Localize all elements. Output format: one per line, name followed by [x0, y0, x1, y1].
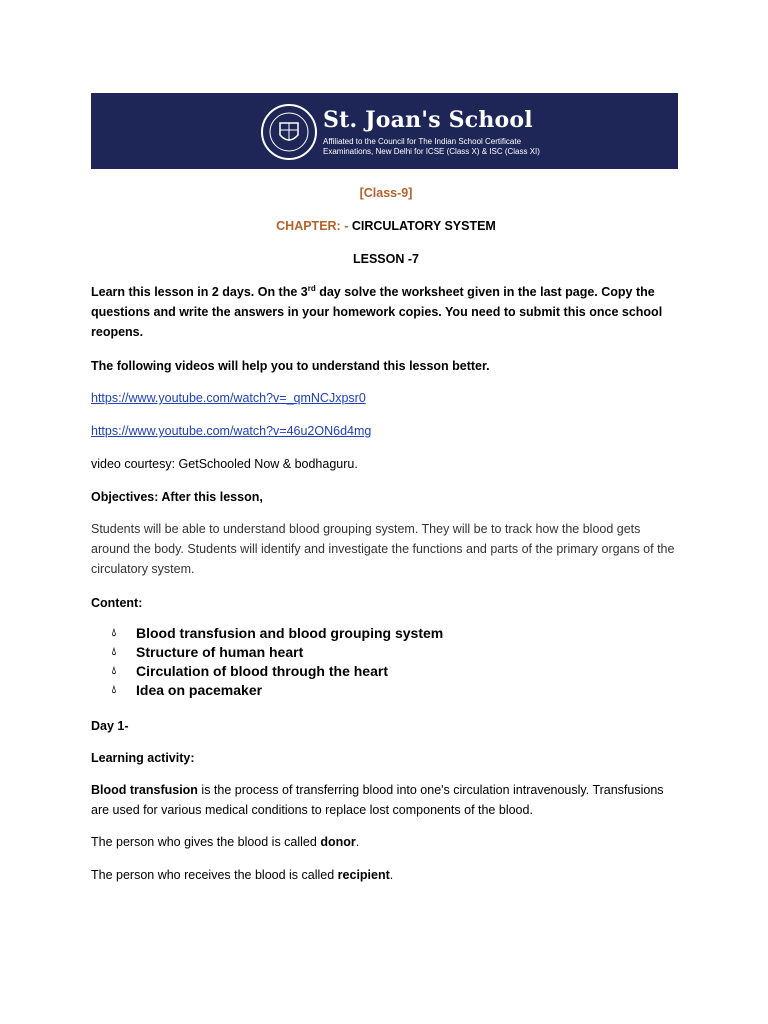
drop-icon: 💧︎: [111, 665, 117, 677]
school-name: St. Joan's School: [323, 107, 533, 133]
chapter-heading: [91, 219, 681, 233]
drop-icon: 💧︎: [111, 646, 117, 658]
list-item: 💧︎ Circulation of blood through the heart: [109, 662, 443, 681]
school-crest-icon: [260, 103, 318, 161]
learning-activity-label: Learning activity:: [91, 751, 195, 765]
video-courtesy: video courtesy: GetSchooled Now & bodhaguru.: [91, 457, 358, 471]
donor-term: donor: [320, 835, 356, 849]
objectives-label: Objectives: After this lesson,: [91, 490, 263, 504]
intro-text-2: day solve the worksheet given in the last page. Copy the questions and write the answers in your homework copies. You need to submit this once school reopens.: [91, 285, 663, 339]
chapter-label: CHAPTER: -: [276, 219, 349, 233]
recipient-sentence: The person who receives the blood is called recipient.: [91, 868, 394, 882]
school-banner: [91, 93, 678, 169]
day-label: Day 1-: [91, 719, 129, 733]
content-label: Content:: [91, 596, 143, 610]
transfusion-text: is the process of transferring blood into one's circulation intravenously. Transfusions are used for various medical conditions to replace lost components of the blood.: [91, 783, 664, 817]
recipient-term: recipient: [337, 868, 390, 882]
intro-text-1: Learn this lesson in 2 days. On the 3: [91, 285, 308, 299]
videos-note: The following videos will help you to understand this lesson better.: [91, 359, 490, 373]
drop-icon: 💧︎: [111, 627, 117, 639]
drop-icon: 💧︎: [111, 684, 117, 696]
transfusion-paragraph: [91, 780, 681, 820]
video-link-2[interactable]: https://www.youtube.com/watch?v=46u2ON6d4mg: [91, 424, 372, 438]
list-item: 💧︎ Structure of human heart: [109, 643, 443, 662]
transfusion-term: Blood transfusion: [91, 783, 198, 797]
list-item: 💧︎ Idea on pacemaker: [109, 681, 443, 700]
intro-paragraph: [91, 282, 681, 342]
content-list: [109, 624, 443, 700]
objectives-text: Students will be able to understand blood grouping system. They will be to track how the blood gets around the body. Students will identify and investigate the functions and parts of the primary organs of the circulatory system.: [91, 522, 675, 576]
intro-superscript: rd: [307, 283, 316, 293]
video-link-1[interactable]: https://www.youtube.com/watch?v=_qmNCJxpsr0: [91, 391, 366, 405]
lesson-number: LESSON -7: [353, 252, 419, 266]
chapter-title: CIRCULATORY SYSTEM: [351, 219, 496, 233]
donor-sentence: The person who gives the blood is called donor.: [91, 835, 360, 849]
list-item: 💧︎ Blood transfusion and blood grouping system: [109, 624, 443, 643]
school-affiliation: Affiliated to the Council for The Indian School Certificate Examinations, New Delhi for ICSE (Class X) & ISC (Class XI): [323, 137, 540, 156]
class-label: [Class-9]: [359, 186, 413, 200]
